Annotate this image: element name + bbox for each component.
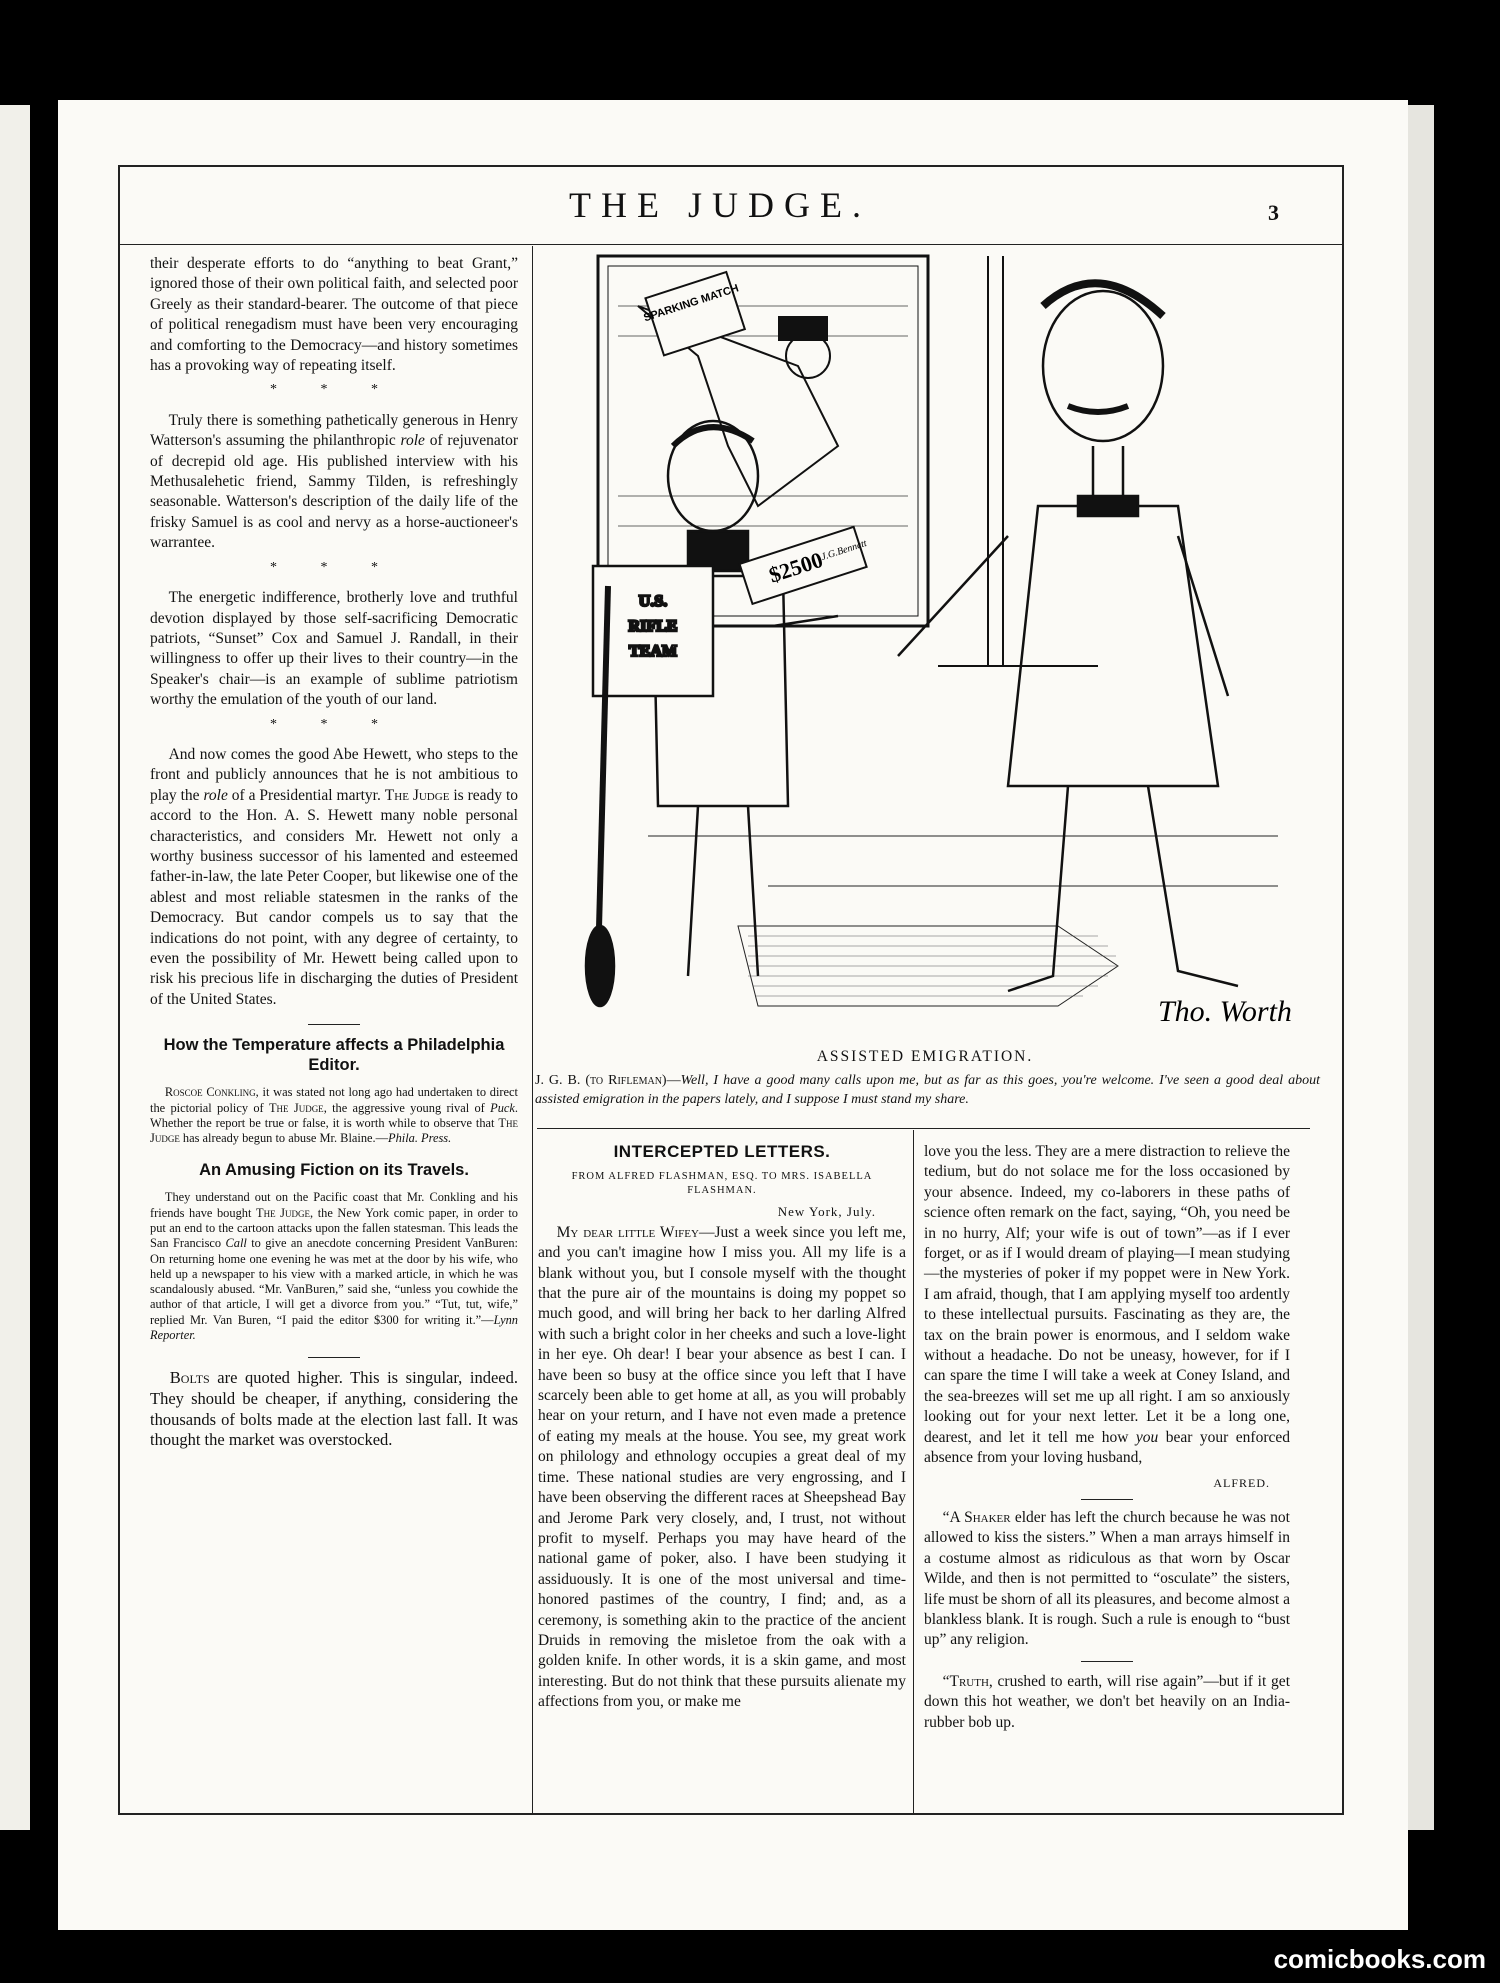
middle-column — [538, 1142, 906, 1717]
letter-body: My dear little Wifey—Just a week since you left me, and you can't imagine how I miss you. All my life is a blank without you, but I console myself with the thought that the pure air of the mountains is doing my poppet so much good, and will bring her back to her darling Alfred with such a bright color in her cheeks and such a love-light in her eye. Oh dear! I bear your absence as best I can. I have been so busy at the office since you left that I have scarcely been able to get home at all, as you will probably hear on your return, and I have not even made a pretence of eating my meals at the house. You see, my great work on philology and ethnology occupies a great deal of my time. These national studies are very engrossing, and I have been observing the different races at Sheepshead Bay and Jerome Park very closely, and, I trust, not without profit to myself. Perhaps you may have heard of the national game of poker, also. I have been studying it assiduously. It is one of the most universal and time-honored pastimes of the country, I find; and, as a ceremony, is something akin to the practice of the ancient Druids in removing the misletoe from the oak with a golden knife. In other words, it is a skin game, and most interesting. But do not think that these pursuits alienate my affections from you, or make me — [538, 1223, 906, 1711]
artist-signature: Tho. Worth — [1158, 995, 1292, 1028]
editorial-paragraph: And now comes the good Abe Hewett, who steps to the front and publicly announces that he is not ambitious to play the role of a Presidential martyr. The Judge is ready to accord to the Hon. A. S. Hewett many noble personal characteristics, and considers Mr. Hewett not only a worthy business successor of his lamented and esteemed father-in-law, the late Peter Cooper, but likewise one of the ablest and most reliable statesmen in the ranks of the Democracy. But candor compels us to say that the indications do not point, with any degree of certainty, to even the possibility of Mr. Hewett being called upon to risk his precious life in discharging the duties of President of the United States. — [150, 745, 518, 1008]
item-heading: An Amusing Fiction on its Travels. — [199, 1161, 469, 1180]
section-stars: * * * — [270, 716, 398, 732]
cartoon-caption-title: ASSISTED EMIGRATION. — [816, 1048, 1034, 1065]
check — [740, 525, 874, 604]
door-frame — [938, 256, 1098, 666]
rifleman-figure — [586, 421, 838, 1006]
cartoon-caption: J. G. B. (to Rifleman)—Well, I have a good many calls upon me, but as far as this goes, you're welcome. I've seen a good deal about assisted emigration in the papers lately, and I suppose I must stand my share. — [535, 1073, 1320, 1107]
facing-page-edge — [0, 105, 30, 1830]
news-item: “A Shaker elder has left the church because he was not allowed to kiss the sisters.” When a man arrays himself in a costume almost as ridiculous as that worn by Oscar Wilde, and then is not permitted to “osculate” the sisters, life must be shorn of all its pleasures, and become almost a blankless blank. It is rough. Such a rule is enough to “bust up” any religion. — [924, 1508, 1290, 1649]
letter-body: love you the less. They are a mere distraction to relieve the tedium, but do not solace me for the loss occasioned by your absence. Indeed, my co-laborers in these paths of science often remark on the fact, saying, “Oh, you need be in no hurry, Alf; your wife is out of town”—as if I ever forget, or as if I would dream of playing—I mean studying—the mysteries of poker if my poppet were in New York. I am afraid, though, that I am applying myself too ardently to these intellectual pursuits. Fascinating as they are, the tax on the brain power is enormous, and I seldom wake without a headache. Do not be uneasy, however, for if I can spare the time I will take a week at Coney Island, and the sea-breezes will set me up all right. I am so anxiously looking out for your next letter. Let it be a long one, dearest, and let it tell me how you bear your enforced absence from your loving husband, — [924, 1143, 1290, 1467]
news-item: Roscoe Conkling, it was stated not long ago had undertaken to direct the pictorial policy of The Judge, the aggressive young rival of Puck. Whether the report be true or false, it is worth while to observe that The Judge has already begun to abuse Mr. Blaine.—Phila. Press. — [150, 1085, 518, 1146]
news-item: Bolts are quoted higher. This is singular, indeed. They should be cheaper, if anything, considering the thousands of bolts made at the election last fall. It was thought the market was overstocked. — [150, 1368, 518, 1450]
floor — [648, 836, 1278, 1006]
editorial-paragraph: Truly there is something pathetically generous in Henry Watterson's assuming the philanthropic role of rejuvenator of decrepid old age. His published interview with his Methusalehetic friend, Sammy Tilden, is refreshingly seasonable. Watterson's description of the daily life of the frisky Samuel is as cool and nervy as a horse-auctioneer's warrantee. — [150, 411, 518, 552]
section-stars: * * * — [270, 559, 398, 575]
cartoon-illustration — [538, 246, 1308, 1041]
column-divider-right — [913, 1130, 914, 1813]
section-stars: * * * — [270, 382, 398, 398]
section-rule — [1081, 1499, 1133, 1500]
poster — [638, 270, 751, 358]
left-column — [150, 254, 518, 1451]
pack-label: RIFLE — [628, 618, 678, 635]
page-number: 3 — [1268, 200, 1279, 225]
site-watermark: comicbooks.com — [1273, 1944, 1486, 1974]
section-rule — [308, 1024, 360, 1025]
masthead-title: THE JUDGE. — [569, 185, 871, 225]
caption-rule — [537, 1128, 1310, 1129]
letter-from-line: FROM ALFRED FLASHMAN, ESQ. TO MRS. ISABELLA FLASHMAN. — [571, 1171, 873, 1197]
news-item: They understand out on the Pacific coast that Mr. Conkling and his friends have bought The Judge, the New York comic paper, in order to put an end to the cartoon attacks upon the fallen statesman. This leads the San Francisco Call to give an anecdote concerning President VanBuren: On returning home one evening he was met at the door by his wife, who held up a newspaper to his view with a marked article, in which he was scandalously abused. “Mr. VanBuren,” said she, “unless you cowhide the author of that article, I will get a divorce from you.” “Tut, tut, wife,” replied Mr. Van Buren, “I paid the editor $300 for writing it.”—Lynn Reporter. — [150, 1190, 518, 1343]
news-item: “Truth, crushed to earth, will rise again”—but if it get down this hot weather, we don't bet heavily on an India-rubber bob up. — [924, 1672, 1290, 1731]
item-heading: How the Temperature affects a Philadelphia Editor. — [163, 1036, 505, 1075]
pack-label: TEAM — [629, 643, 677, 660]
section-rule — [308, 1357, 360, 1358]
editorial-paragraph: their desperate efforts to do “anything to beat Grant,” ignored those of their own political faith, and selected poor Greely as their standard-bearer. The outcome of that piece of political renegadism must have been very encouraging and comforting to the Democracy—and history sometimes has a provoking way of repeating itself. — [150, 255, 518, 375]
gentleman-figure — [898, 283, 1238, 991]
column-divider-left — [532, 246, 533, 1813]
letter-dateline: New York, July. — [777, 1204, 876, 1220]
header-rule — [120, 244, 1342, 245]
svg-text:J.G.Bennett: J.G.Bennett — [819, 537, 869, 564]
editorial-paragraph: The energetic indifference, brotherly love and truthful devotion displayed by those self-sacrificing Democratic patriots, “Sunset” Cox and Samuel J. Randall, in their willingness to offer up their lives to their country—in the Speaker's chair—is an example of sublime patriotism worthy the emulation of the youth of our land. — [150, 589, 518, 709]
letter-signature: ALFRED. — [1213, 1475, 1270, 1490]
pack-label: U.S. — [638, 593, 668, 610]
svg-text:$2500: $2500 — [765, 546, 826, 588]
svg-text:SPARKING MATCH: SPARKING MATCH — [642, 282, 741, 325]
right-column — [924, 1142, 1290, 1737]
page-edge-right — [1408, 105, 1434, 1830]
letters-heading: INTERCEPTED LETTERS. — [613, 1142, 831, 1161]
section-rule — [1081, 1661, 1133, 1662]
